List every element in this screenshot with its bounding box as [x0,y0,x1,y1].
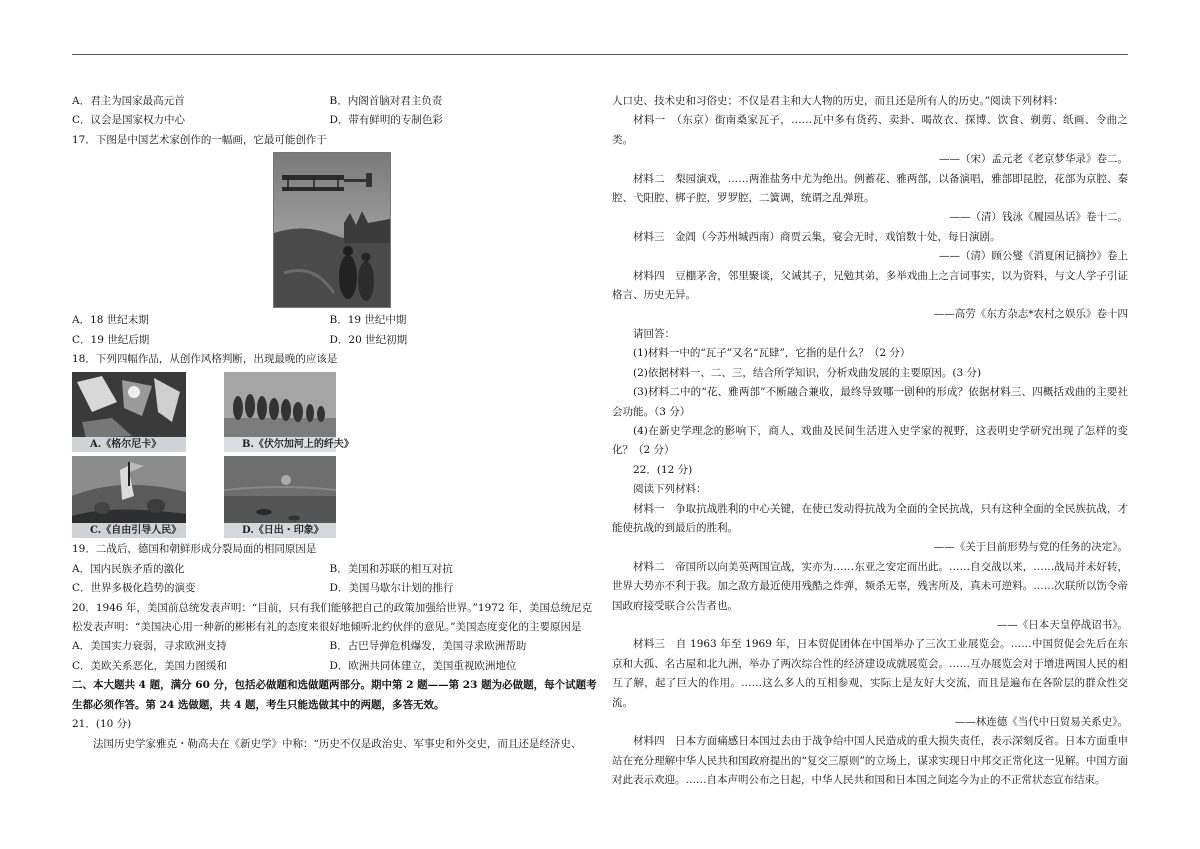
q17-option-c[interactable]: C．19 世纪后期 [72,333,150,346]
q17-options-row-2 [72,331,587,350]
right-column [612,92,1128,791]
q18-caption-a: A.《格尔尼卡》 [72,437,186,452]
q18-caption-b: B.《伏尔加河上的纤夫》 [224,437,336,452]
q18-image-b[interactable] [224,372,354,452]
q18-caption-d: D.《日出・印象》 [224,523,336,538]
q21-material-2: 材料二 梨园演戏，……两淮盐务中尤为绝出。例蓄花、雅两部，以备演唱，雅部即昆腔，花部为京腔、秦腔、弋阳腔、梆子腔，罗罗腔，二簧调，统谓之乱弹班。 [612,172,1128,205]
header-rule [72,54,1128,55]
q20-option-b[interactable]: B．古巴导弹危机爆发，美国寻求欧洲帮助 [329,640,527,653]
q21-question-1: (1)材料一中的“瓦子”又名“瓦肆”，它指的是什么？（2 分） [633,347,911,360]
q21-material-1-source: ——（宋）孟元老《老京梦华录》卷二。 [939,153,1128,166]
q22-material-4: 材料四 日本方面痛感日本国过去由于战争给中国人民造成的重大损失责任，表示深刻反省。日本方面重申站在充分理解中华人民共和国政府提出的“复交三原则”的立场上，谋求实现日中邦交正常化这一见解。中国方面对此表示欢迎。……自本声明公布之日起，中华人民共和国和日本国之间迄今为止的不正常状态宣布结束。 [612,735,1128,787]
q19-option-a[interactable]: A．国内民族矛盾的激化 [72,562,185,575]
q18-image-a[interactable] [72,372,186,452]
q21-question-4: (4)在新史学理念的影响下，商人、戏曲及民间生活进入史学家的视野，这表明史学研究出现了怎样的变化？（2 分） [612,424,1128,457]
q21-material-2-source: ——（清）钱泳《履园丛话》卷十二。 [949,211,1128,224]
q16-option-b[interactable]: B．内阁首脑对君主负责 [329,95,443,107]
left-column [72,92,597,754]
q17-option-b[interactable]: B．19 世纪中期 [329,314,407,327]
q16-options-row-1 [72,92,587,111]
q19-option-b[interactable]: B．美国和苏联的相互对抗 [329,562,453,575]
q17-options-row-1 [72,311,587,330]
q17-option-d[interactable]: D．20 世纪初期 [329,333,408,346]
q22-material-2: 材料二 帝国所以向美英两国宣战，实亦为……东亚之安定而出此。……自交战以来，……战局并未好转，世界大势亦不利于我。加之敌方最近使用残酷之炸弹，频杀无辜，残害所及，真未可逆料。……次联所以饬令帝国政府接受联合公告者也。 [612,560,1128,612]
q20-option-d[interactable]: D．欧洲共同体建立，美国重视欧洲地位 [329,659,517,672]
section-heading-line-2: 生都必须作答。第 24 选做题，共 4 题，考生只能选做其中的两题，多答无效。 [72,698,445,711]
q21-intro-continued: 人口史、技术史和习俗史；不仅是君主和大人物的历史，而且还是所有人的历史。”阅读下列材料： [612,95,1064,107]
q18-image-d[interactable] [224,456,336,538]
q22-material-3-source: ——林连德《当代中日贸易关系史》。 [954,716,1128,728]
q22-material-1: 材料一 争取抗战胜利的中心关键，在使已发动得抗战为全面的全民抗战，只有这种全面的全民族抗战，才能使抗战的到最后的胜利。 [612,502,1128,534]
q22-material-1-source: ——《关于目前形势与党的任务的决定》。 [933,541,1128,554]
q17-painting-image [273,152,391,308]
q19-stem: 19．二战后，德国和朝鲜形成分裂局面的相同原因是 [72,543,317,556]
q19-options-row-2 [72,579,587,598]
q20-option-a[interactable]: A．美国实力衰弱，寻求欧洲支持 [72,640,227,653]
q20-options-row-2 [72,657,587,676]
q20-stem-line-1: 20．1946 年，美国前总统发表声明：“目前，只有我们能够把自己的政策加强给世界。”1972 年，美国总统尼克 [72,601,592,614]
q19-option-d[interactable]: D．美国马歇尔计划的推行 [329,582,454,595]
q16-option-a[interactable]: A．君主为国家最高元首 [72,95,185,107]
q18-image-c[interactable] [72,456,186,538]
q18-image-grid [72,372,354,538]
q19-option-c[interactable]: C．世界多极化趋势的演变 [72,582,196,595]
q20-options-row-1 [72,637,587,656]
q22-material-3: 材料三 自 1963 年至 1969 年，日本贸促团体在中国举办了三次工业展览会。……中国贸促会先后在东京和大孤、名古屋和北九洲，举办了两次综合性的经济建设成就展览会。……互办展览会对于增进两国人民的相互了解，起了巨大的作用。……这么多人的互相参观，实际上是友好大交流，而且是遍布在各阶层的群众性交流。 [612,638,1128,709]
q22-material-2-source: ——《日本天皇停战诏书》。 [996,618,1128,631]
q21-intro: 法国历史学家雅克・勒高夫在《新史学》中称：“历史不仅是政治史、军事史和外交史，而且还是经济史、 [93,737,582,750]
q18-caption-c: C.《自由引导人民》 [72,523,186,538]
q16-option-d[interactable]: D．带有鲜明的专制色彩 [329,114,443,127]
q21-question-2: (2)依据材料一、二、三，结合所学知识，分析戏曲发展的主要原因。(3 分) [633,366,982,379]
q17-stem: 17．下图是中国艺术家创作的一幅画，它最可能创作于 [72,133,327,146]
q19-options-row-1 [72,560,587,579]
q21-header: 21．(10 分) [72,718,132,731]
q21-material-4-source: ——高劳《东方杂志*农村之娱乐》卷十四 [933,308,1128,321]
q17-option-a[interactable]: A．18 世纪末期 [72,314,149,327]
q20-option-c[interactable]: C．美欧关系恶化，美国力图缓和 [72,659,228,672]
q21-material-1: 材料一 （东京）街南桑家瓦子，……瓦中多有货药、卖卦、喝故衣、探博、饮食、剃剪、纸画、令曲之类。 [612,114,1128,146]
q18-stem: 18．下列四幅作品，从创作风格判断，出现最晚的应该是 [72,353,338,366]
q16-option-c[interactable]: C．议会是国家权力中心 [72,114,186,127]
q22-header: 22．(12 分) [633,463,693,476]
q20-stem-line-2: 松发表声明：“美国决心用一种新的彬彬有礼的态度来很好地倾听北约伙伴的意见。”美国态度变化的主要原因是 [72,621,582,634]
airplane-painting-icon [274,153,390,307]
q21-question-3: (3)材料二中的“花、雅两部”不断融合兼收，最终导致哪一剧种的形成？依据材料三、四概括戏曲的主要社会功能。（3 分） [612,386,1128,418]
q21-material-3-source: ——（清）顾公燮《消夏闲记摘抄》卷上 [939,250,1128,263]
section-heading-line-1: 二、本大题共 4 题，满分 60 分，包括必做题和选做题两部分。期中第 2 题——第 23 题为必做题，每个试题考 [72,679,597,692]
q21-ask: 请回答： [633,327,675,340]
q21-material-3: 材料三 金阊（今苏州城西南）商贾云集，宴会无时，戏馆数十处，每日演剧。 [633,230,1001,243]
q22-read: 阅读下列材料： [633,483,707,496]
q16-options-row-2 [72,111,587,130]
q21-material-4: 材料四 豆棚茅舍，邻里聚谈，父诫其子，兄勉其弟，多举戏曲上之言词事实，以为资料，与文人学子引证格言、历史无异。 [612,269,1128,302]
